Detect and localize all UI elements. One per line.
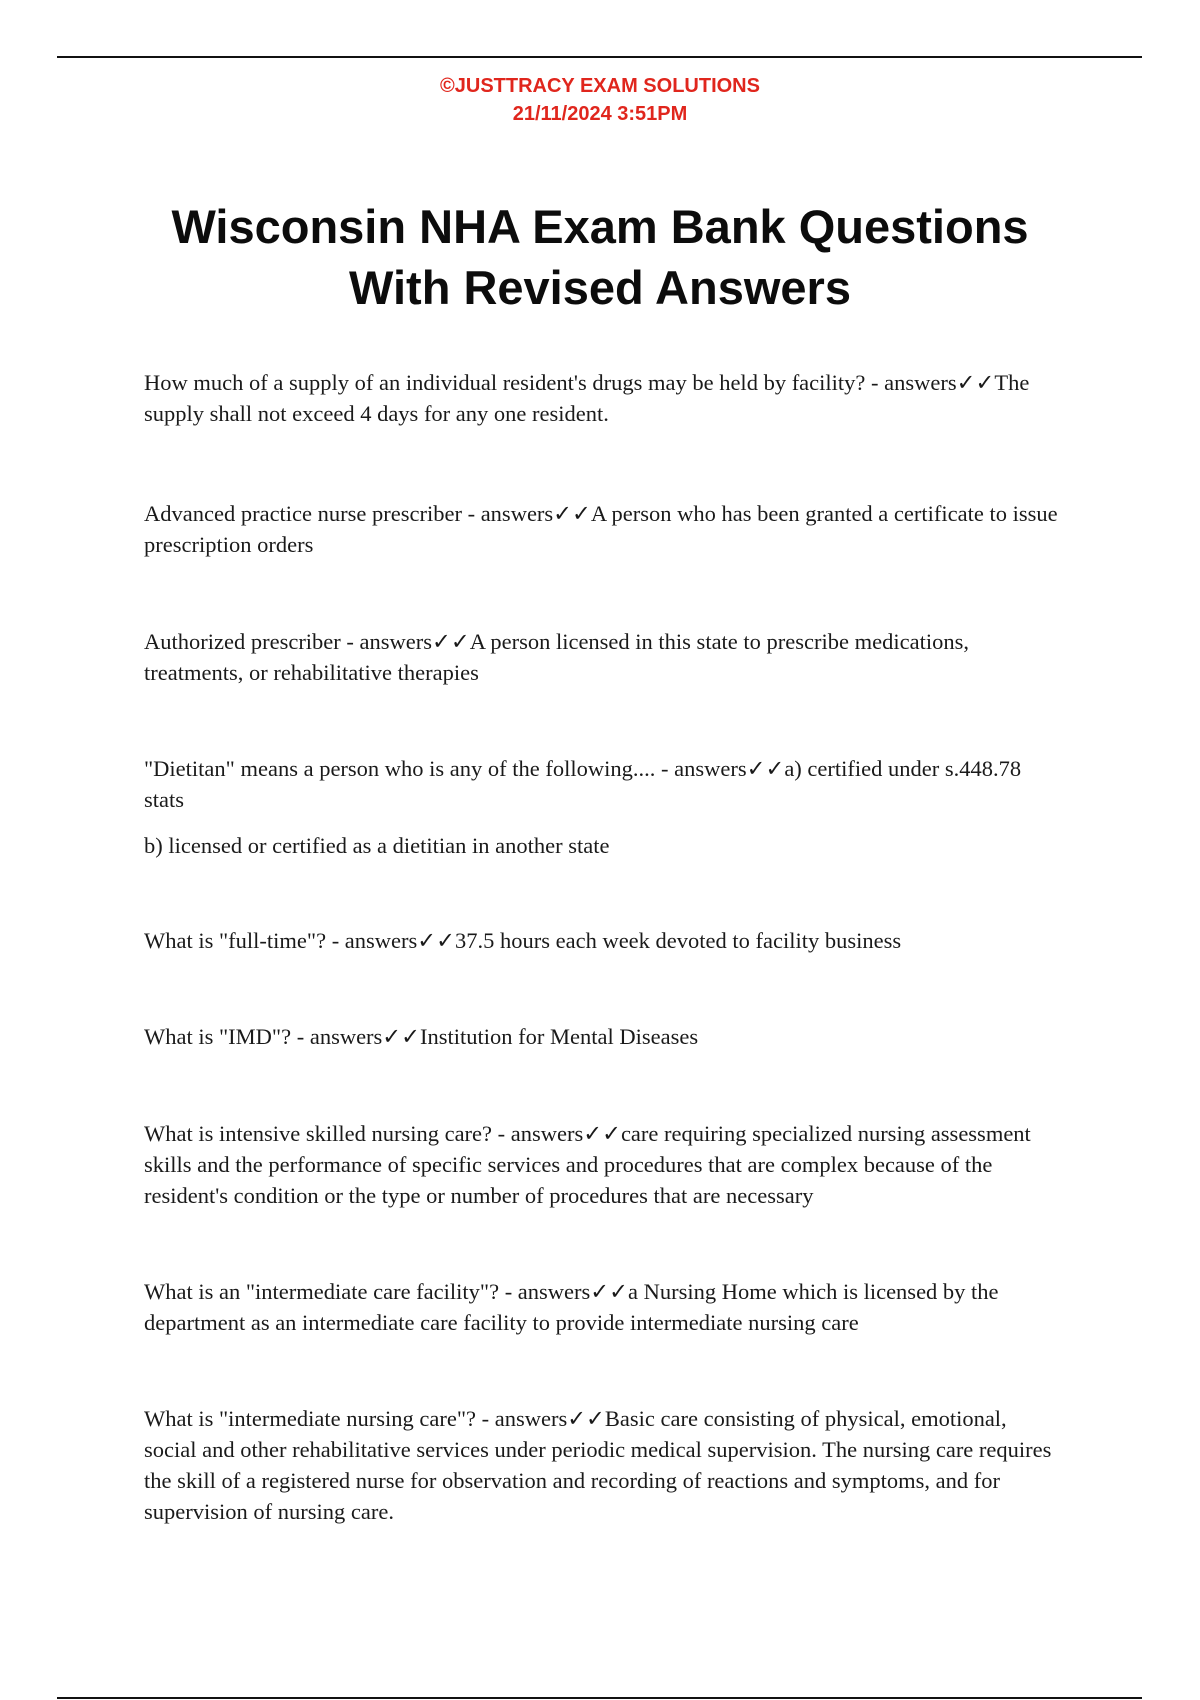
qa-text: What is "intermediate nursing care"? - answers✓✓Basic care consisting of physical, emotional, social and other rehabilitative services under periodic medical supervision. The nursing care requires the skill of a registered nurse for observation and recording of reactions and symptoms, and for supervision of nursing care. bbox=[144, 1406, 1052, 1524]
qa-text: Advanced practice nurse prescriber - answers✓✓A person who has been granted a certificate to issue prescription orders bbox=[144, 501, 1058, 557]
title-line-2: With Revised Answers bbox=[349, 261, 851, 314]
qa-text: What is an "intermediate care facility"? - answers✓✓a Nursing Home which is licensed by the department as an intermediate care facility to provide intermediate nursing care bbox=[144, 1279, 999, 1335]
qa-text: What is intensive skilled nursing care? - answers✓✓care requiring specialized nursing assessment skills and the performance of specific services and procedures that are complex because of the resident's condition or the type or number of procedures that are necessary bbox=[144, 1121, 1031, 1208]
qa-continuation: b) licensed or certified as a dietitian in another state bbox=[144, 833, 610, 858]
qa-text: How much of a supply of an individual resident's drugs may be held by facility? - answers✓✓The supply shall not exceed 4 days for any one resident. bbox=[144, 370, 1030, 426]
qa-text: What is "IMD"? - answers✓✓Institution for Mental Diseases bbox=[144, 1024, 699, 1049]
qa-entry bbox=[144, 626, 1060, 688]
qa-entry bbox=[144, 925, 1060, 956]
qa-entry bbox=[144, 753, 1060, 861]
qa-entry bbox=[144, 1276, 1060, 1338]
qa-entry bbox=[144, 367, 1060, 429]
bottom-rule bbox=[57, 1697, 1142, 1699]
qa-entry bbox=[144, 1403, 1060, 1527]
document-title bbox=[100, 196, 1100, 318]
qa-text: Authorized prescriber - answers✓✓A person licensed in this state to prescribe medications, treatments, or rehabilitative therapies bbox=[144, 629, 969, 685]
qa-entry bbox=[144, 1118, 1060, 1211]
qa-entry bbox=[144, 498, 1060, 560]
page-header bbox=[0, 72, 1200, 128]
title-line-1: Wisconsin NHA Exam Bank Questions bbox=[171, 200, 1029, 253]
top-rule bbox=[57, 56, 1142, 58]
timestamp-line: 21/11/2024 3:51PM bbox=[512, 103, 688, 125]
qa-entry bbox=[144, 1021, 1060, 1052]
qa-text: "Dietitan" means a person who is any of the following.... - answers✓✓a) certified under s.448.78 stats bbox=[144, 756, 1022, 812]
qa-text: What is "full-time"? - answers✓✓37.5 hours each week devoted to facility business bbox=[144, 928, 902, 953]
copyright-line: ©JUSTTRACY EXAM SOLUTIONS bbox=[440, 75, 760, 97]
